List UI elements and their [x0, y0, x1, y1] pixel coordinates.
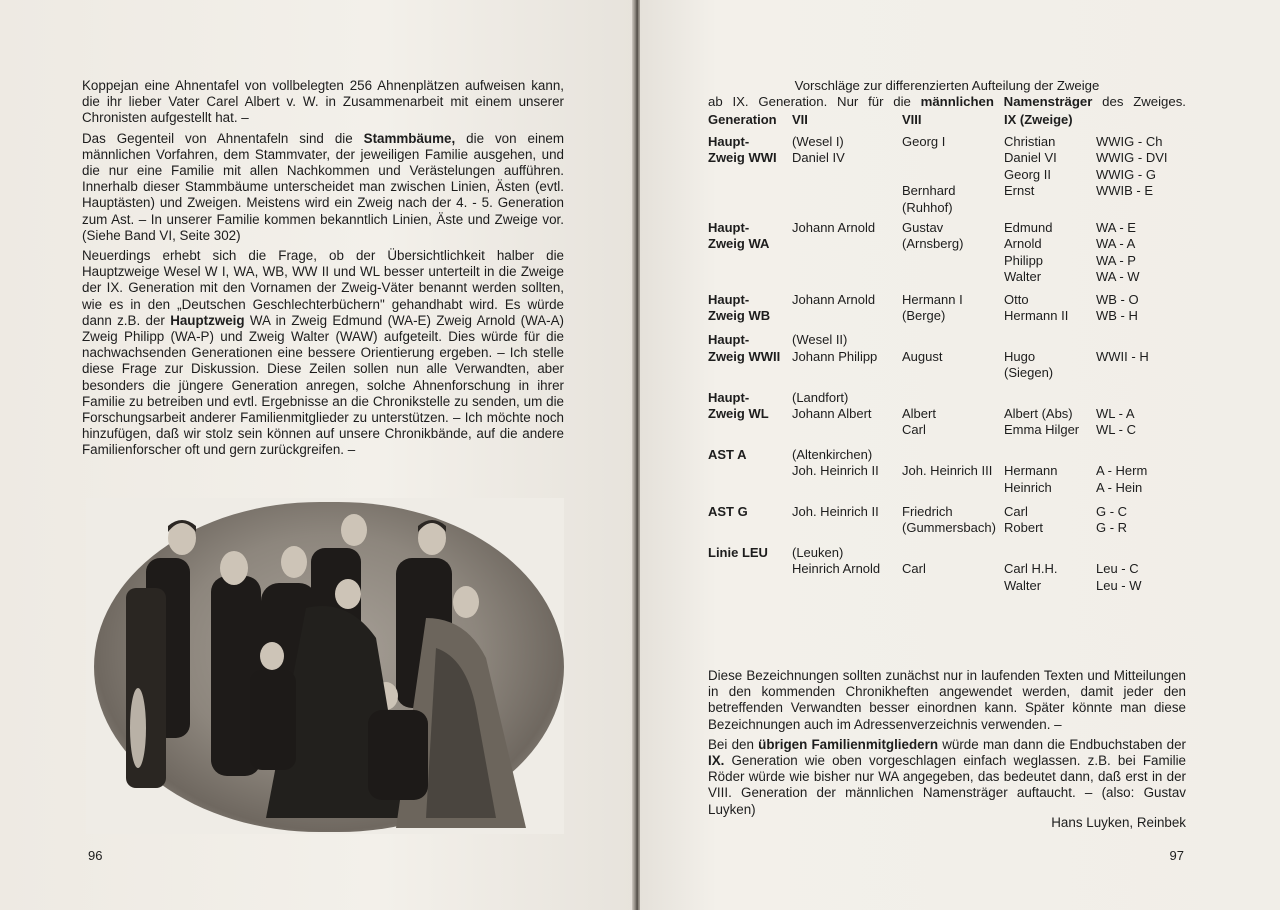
- generation-cell: Haupt- Zweig WWI: [708, 134, 777, 166]
- branch-code-cell: WA - E WA - A WA - P WA - W: [1096, 220, 1140, 285]
- left-page-text: [82, 78, 564, 463]
- paragraph-uebrige: Bei den übrigen Familienmitgliedern würde man dann die Endbuchstaben der IX. Generation wie oben vorgeschlagen einfach weglassen. z.B. bei Familie Röder würde wie bisher nur WA angegeben, das bedeutet dann, daß erst in der VIII. Generation der männlichen Namensträger auftaucht. – (also: Gustav Luyken): [708, 736, 1187, 817]
- gen-ix-cell: Otto Hermann II: [1004, 291, 1069, 323]
- table-row: [708, 504, 1186, 545]
- branch-code-cell: A - Herm A - Hein: [1096, 463, 1148, 495]
- gen-ix-cell: Albert (Abs) Emma Hilger: [1004, 405, 1080, 438]
- gen-vii-cell: Joh. Heinrich II: [792, 503, 879, 519]
- branch-code-cell: WWIG - Ch WWIG - DVI WWIG - G WWIB - E: [1096, 134, 1168, 199]
- right-page: [640, 0, 1280, 910]
- branch-code-cell: WL - A WL - C: [1096, 405, 1136, 438]
- branch-table: [708, 112, 1186, 602]
- table-row: [708, 447, 1186, 504]
- gen-ix-cell: Hugo (Siegen): [1004, 348, 1054, 381]
- gen-ix-cell: Hermann Heinrich: [1004, 463, 1058, 495]
- right-page-content: [708, 78, 1186, 602]
- table-header-cell: VII: [792, 112, 808, 127]
- family-photo-figures: [86, 498, 564, 834]
- gen-viii-cell: Georg I Bernhard (Ruhhof): [902, 134, 956, 215]
- family-photo: [86, 498, 564, 834]
- generation-cell: Linie LEU: [708, 544, 768, 560]
- generation-cell: AST G: [708, 503, 748, 519]
- gen-ix-cell: Edmund Arnold Philipp Walter: [1004, 220, 1053, 285]
- paragraph-hauptzweige: Neuerdings erhebt sich die Frage, ob der Übersichtlichkeit halber die Hauptzweige Wesel W I, WA, WB, WW II und WL besser unterteilt in die Zweige der IX. Generation mit den Vornamen der Zweig-Väter benannt werden sollten, wie es in den „Deutschen Geschlechterbüchern" gehandhabt wird. Es würde dann z.B. der Hauptzweig WA in Zweig Edmund (WA-E) Zweig Arnold (WA-A) Zweig Philipp (WA-P) und Zweig Walter (WAW) aufgeteilt. Dies würde für die nachwachsenden Generationen eine bessere Orientierung ergeben. – Ich stelle diese Frage zur Diskussion. Diese Zeilen sollen nun alle Verwandten, aber besonders die jüngere Generation anregen, solche Ahnenforschung in ihrer Familie zu betreiben und evtl. Ergebnisse an die Chronikstelle zu senden, um die Forschungsarbeit anderer Familienmitglieder zu unterstützen. – Ich möchte noch hinzufügen, daß wir stolz sein können auf unsere Chronikbände, auf die andere Familienforscher oft und gern zurückgreifen. –: [82, 248, 564, 458]
- generation-cell: AST A: [708, 446, 747, 462]
- table-header-cell: VIII: [902, 112, 922, 127]
- generation-cell: Haupt- Zweig WL: [708, 389, 769, 421]
- table-header-row: [708, 112, 1186, 134]
- gen-viii-cell: August: [902, 348, 943, 364]
- table-heading: Vorschläge zur differenzierten Aufteilung der Zweige ab IX. Generation. Nur für die männlichen Namensträger des Zweiges.: [708, 78, 1186, 109]
- branch-code-cell: G - C G - R: [1096, 503, 1128, 536]
- page-number-left: 96: [88, 848, 103, 863]
- gen-viii-cell: Gustav (Arnsberg): [902, 220, 964, 252]
- branch-code-cell: WWII - H: [1096, 348, 1149, 364]
- page-number-right: 97: [1169, 848, 1184, 863]
- table-header-cell: IX (Zweige): [1004, 112, 1073, 127]
- gen-viii-cell: Albert Carl: [902, 405, 936, 438]
- table-row: [708, 545, 1186, 602]
- gen-ix-cell: Carl Robert: [1004, 503, 1044, 536]
- gen-viii-cell: Hermann I (Berge): [902, 291, 963, 323]
- right-page-footer-text: [708, 668, 1186, 822]
- gen-ix-cell: Carl H.H. Walter: [1004, 561, 1058, 593]
- gen-vii-cell: Johann Arnold: [792, 291, 876, 307]
- table-row: [708, 292, 1186, 333]
- table-row: [708, 332, 1186, 389]
- gen-viii-cell: Joh. Heinrich III: [902, 463, 993, 479]
- gen-vii-cell: (Altenkirchen) Joh. Heinrich II: [792, 446, 879, 479]
- paragraph-ahnentafel: Koppejan eine Ahnentafel von vollbelegten 256 Ahnenplätzen aufweisen kann, die ihr lieber Vater Carel Albert v. W. in Zusammenarbeit mit einem unserer Chronisten aufgestellt hat. –: [82, 78, 564, 126]
- generation-cell: Haupt- Zweig WA: [708, 220, 770, 252]
- paragraph-stammbaeume: Das Gegenteil von Ahnentafeln sind die Stammbäume, die von einem männlichen Vorfahren, dem Stammvater, der jeweiligen Familie ausgehen, und die nur eine Familie mit allen Nachkommen und Verästelungen aufführen. Innerhalb dieser Stammbäume unterscheidet man zwischen Linien, Ästen (evtl. Hauptästen) und Zweigen. Meistens wird ein Zweig nach der 4. - 5. Generation zum Ast. – In unserer Familie kommen bekanntlich Linien, Äste und Zweige vor. (Siehe Band VI, Seite 302): [82, 130, 564, 243]
- table-row: [708, 220, 1186, 292]
- table-header-cell: Generation: [708, 112, 777, 127]
- generation-cell: Haupt- Zweig WWII: [708, 332, 781, 364]
- branch-code-cell: WB - O WB - H: [1096, 291, 1139, 323]
- left-page: [0, 0, 636, 910]
- gen-viii-cell: Carl: [902, 561, 926, 577]
- gen-vii-cell: (Wesel II) Johann Philipp: [792, 332, 878, 364]
- paragraph-bezeichnungen: Diese Bezeichnungen sollten zunächst nur in laufenden Texten und Mitteilungen in den kommenden Chronikheften angewendet werden, damit jeder den betreffenden Verwandten besser einordnen kann. Später könnte man diese Bezeichnungen auch im Adressenverzeichnis verwenden. –: [708, 668, 1186, 732]
- gen-vii-cell: Johann Arnold: [792, 220, 876, 235]
- author-signature: Hans Luyken, Reinbek: [1051, 815, 1186, 830]
- table-row: [708, 390, 1186, 447]
- branch-code-cell: Leu - C Leu - W: [1096, 561, 1142, 593]
- gen-vii-cell: (Landfort) Johann Albert: [792, 389, 872, 421]
- gen-vii-cell: (Wesel I) Daniel IV: [792, 134, 845, 166]
- gen-ix-cell: Christian Daniel VI Georg II Ernst: [1004, 134, 1057, 199]
- generation-cell: Haupt- Zweig WB: [708, 291, 771, 323]
- gen-viii-cell: Friedrich (Gummersbach): [902, 503, 996, 536]
- gen-vii-cell: (Leuken) Heinrich Arnold: [792, 544, 881, 577]
- table-row: [708, 134, 1186, 220]
